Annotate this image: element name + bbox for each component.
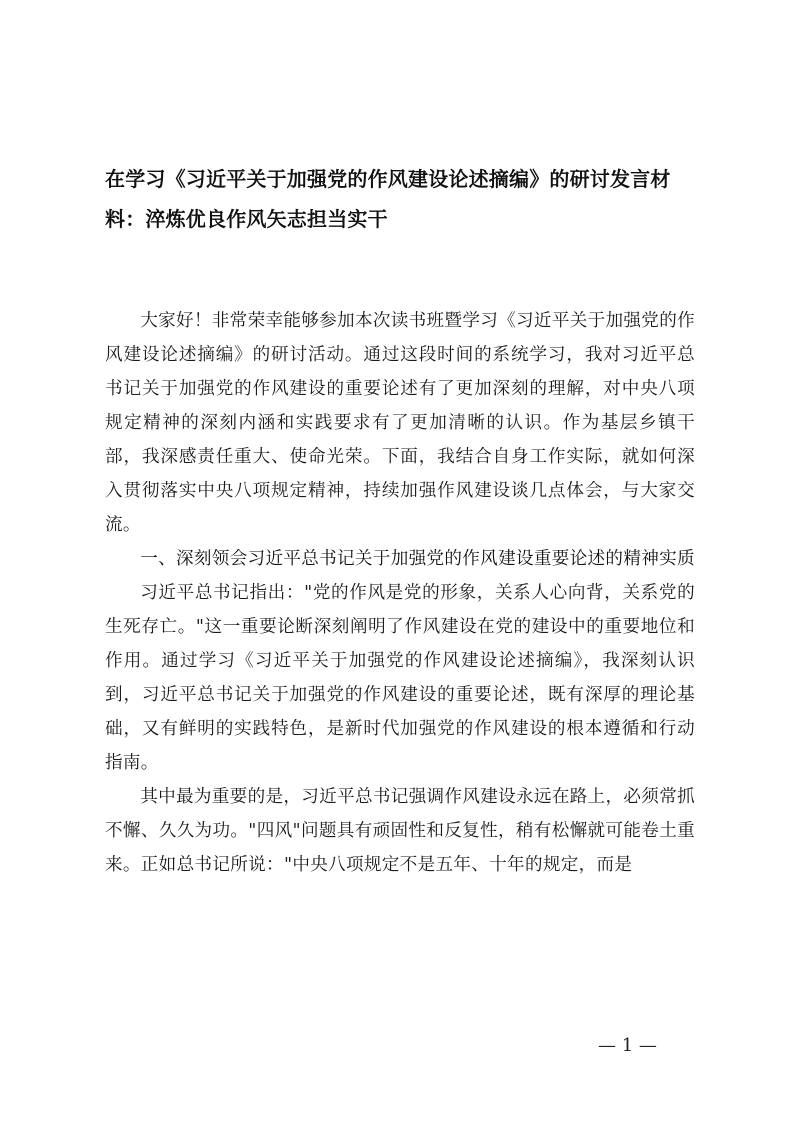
document-body <box>105 304 695 882</box>
intro-paragraph: 大家好！非常荣幸能够参加本次读书班暨学习《习近平关于加强党的作风建设论述摘编》的研讨活动。通过这段时间的系统学习，我对习近平总书记关于加强党的作风建设的重要论述有了更加深刻的理解，对中央八项规定精神的深刻内涵和实践要求有了更加清晰的认识。作为基层乡镇干部，我深感责任重大、使命光荣。下面，我结合自身工作实际，就如何深入贯彻落实中央八项规定精神，持续加强作风建设谈几点体会，与大家交流。 <box>105 311 695 535</box>
section-paragraph-2: 其中最为重要的是，习近平总书记强调作风建设永远在路上，必须常抓不懈、久久为功。"四风"问题具有顽固性和反复性，稍有松懈就可能卷土重来。正如总书记所说："中央八项规定不是五年、十年的规定，而是 <box>105 787 695 875</box>
section-heading: 一、深刻领会习近平总书记关于加强党的作风建设重要论述的精神实质 <box>140 549 695 569</box>
document-title: 在学习《习近平关于加强党的作风建设论述摘编》的研讨发言材料：淬炼优良作风矢志担当实干 <box>105 167 671 231</box>
section-paragraph-1: 习近平总书记指出："党的作风是党的形象，关系人心向背，关系党的生死存亡。"这一重要论断深刻阐明了作风建设在党的建设中的重要地位和作用。通过学习《习近平关于加强党的作风建设论述摘编》，我深刻认识到，习近平总书记关于加强党的作风建设的重要论述，既有深厚的理论基础，又有鲜明的实践特色，是新时代加强党的作风建设的根本遵循和行动指南。 <box>105 583 695 773</box>
page-number: — 1 — <box>598 1035 657 1056</box>
